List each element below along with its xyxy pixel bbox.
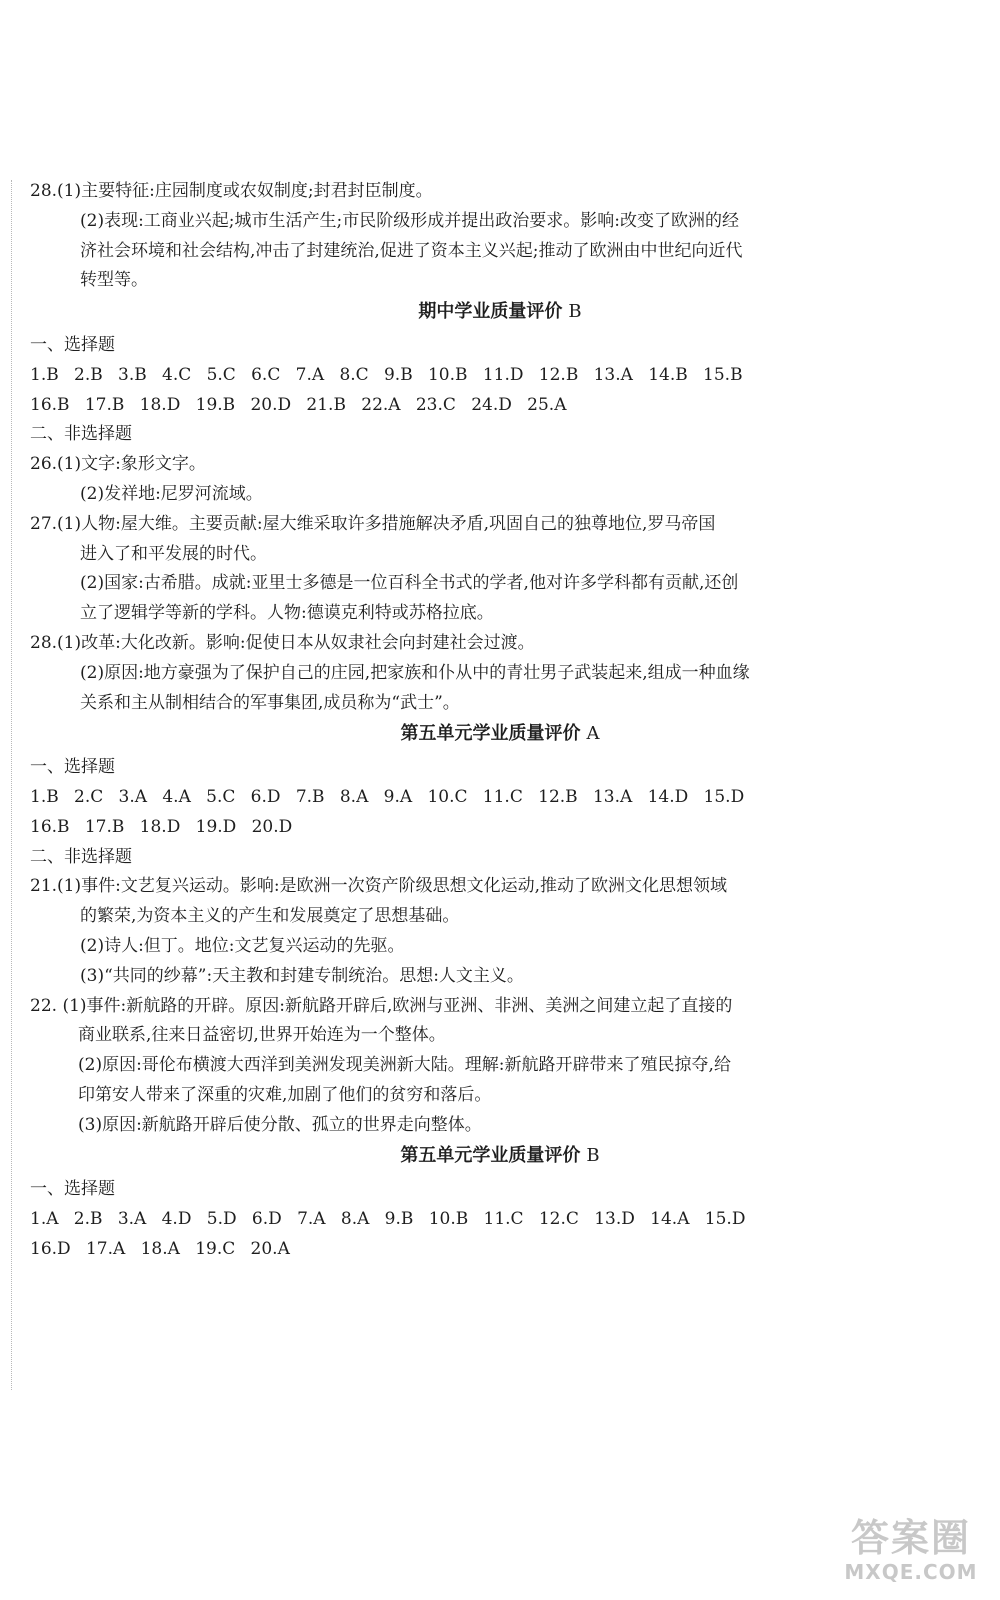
answer-item: 10.B	[428, 1209, 469, 1230]
answer-item: 5.D	[206, 1209, 237, 1230]
watermark-domain: MXQE.COM	[844, 1560, 978, 1584]
text-line: 济社会环境和社会结构,冲击了封建统治,促进了资本主义兴起;推动了欧洲由中世纪向近代	[80, 240, 743, 261]
text-line: 26.(1)文字:象形文字。	[30, 454, 206, 475]
text-line: 一、选择题	[30, 757, 115, 778]
answer-item: 18.A	[140, 1239, 180, 1259]
answer-key-row	[30, 1206, 761, 1232]
text-line: 27.(1)人物:屋大维。主要贡献:屋大维采取许多措施解决矛盾,巩固自己的独尊地位,罗马帝国	[30, 513, 716, 534]
answer-item: 17.B	[84, 394, 125, 415]
answer-item: 14.B	[648, 364, 688, 385]
answer-item: 16.B	[30, 394, 70, 415]
answer-item: 11.C	[482, 787, 523, 807]
text-line: 一、选择题	[30, 1179, 115, 1200]
text-line: (2)表现:工商业兴起;城市生活产生;市民阶级形成并提出政治要求。影响:改变了欧洲的经	[80, 210, 739, 231]
answer-item: 9.B	[384, 1209, 414, 1230]
binding-margin-line	[11, 180, 12, 1390]
watermark-logo-text: 答案圈	[850, 1516, 971, 1560]
section-heading	[0, 720, 1000, 748]
answer-key-row	[30, 1236, 305, 1262]
answer-item: 13.D	[594, 1209, 635, 1230]
answer-item: 6.D	[251, 1209, 282, 1230]
answer-item: 3.A	[117, 1209, 147, 1230]
section-heading-title: 第五单元学业质量评价	[400, 722, 581, 744]
answer-item: 13.A	[593, 364, 633, 385]
answer-item: 20.D	[250, 394, 292, 415]
answer-item: 5.C	[206, 364, 236, 385]
answer-item: 19.B	[195, 394, 236, 415]
text-line: 的繁荣,为资本主义的产生和发展奠定了思想基础。	[80, 906, 460, 927]
answer-item: 8.A	[340, 1209, 370, 1230]
site-watermark	[836, 1516, 986, 1592]
answer-key-row	[30, 814, 308, 840]
text-line: 28.(1)改革:大化改新。影响:促使日本从奴隶社会向封建社会过渡。	[30, 633, 535, 653]
answer-item: 1.B	[30, 787, 59, 807]
answer-item: 8.C	[339, 364, 369, 385]
text-line: (2)原因:地方豪强为了保护自己的庄园,把家族和仆从中的青壮男子武装起来,组成一种血缘	[80, 662, 750, 683]
answer-item: 13.A	[592, 787, 633, 807]
answer-item: 7.B	[295, 787, 325, 807]
answer-item: 8.A	[339, 787, 369, 807]
answer-item: 12.B	[538, 787, 578, 807]
text-line: (2)诗人:但丁。地位:文艺复兴运动的先驱。	[80, 936, 405, 956]
answer-item: 2.B	[73, 1209, 103, 1230]
answer-item: 21.B	[306, 394, 346, 415]
answer-item: 18.D	[139, 816, 181, 837]
answer-item: 2.C	[74, 787, 104, 807]
answer-item: 11.D	[482, 364, 524, 385]
answer-item: 4.A	[162, 787, 191, 807]
answer-key-row	[30, 362, 758, 388]
answer-item: 4.D	[161, 1209, 192, 1230]
answer-item: 1.A	[30, 1209, 59, 1230]
answer-item: 9.A	[383, 787, 413, 807]
section-heading-version: B	[586, 1145, 600, 1167]
text-line: (2)发祥地:尼罗河流域。	[80, 484, 263, 504]
text-line: 进入了和平发展的时代。	[80, 543, 267, 564]
answer-item: 6.C	[251, 364, 281, 385]
text-line: 28.(1)主要特征:庄园制度或农奴制度;封君封臣制度。	[30, 181, 433, 201]
answer-item: 16.B	[30, 816, 70, 837]
answer-item: 12.C	[538, 1209, 579, 1230]
answer-item: 12.B	[538, 364, 579, 385]
answer-item: 16.D	[30, 1239, 71, 1259]
answer-item: 10.C	[427, 787, 468, 807]
answer-item: 4.C	[162, 364, 192, 385]
text-line: 转型等。	[80, 270, 148, 291]
answer-key-row	[30, 392, 582, 418]
answer-item: 20.A	[250, 1239, 290, 1259]
text-line: 一、选择题	[30, 335, 115, 355]
answer-item: 6.D	[250, 787, 281, 807]
answer-item: 15.B	[703, 364, 743, 385]
text-line: (3)“共同的纱幕”:天主教和封建专制统治。思想:人文主义。	[80, 965, 524, 986]
text-line: 22. (1)事件:新航路的开辟。原因:新航路开辟后,欧洲与亚洲、非洲、美洲之间建立起了直接的	[30, 995, 733, 1016]
answer-item: 7.A	[297, 1209, 326, 1230]
answer-item: 9.B	[383, 364, 413, 385]
text-line: (2)原因:哥伦布横渡大西洋到美洲发现美洲新大陆。理解:新航路开辟带来了殖民掠夺,给	[78, 1055, 731, 1076]
text-line: 二、非选择题	[30, 424, 132, 445]
answer-item: 3.B	[118, 364, 147, 385]
answer-item: 10.B	[427, 364, 468, 385]
answer-item: 15.D	[703, 787, 745, 807]
text-line: 印第安人带来了深重的灾难,加剧了他们的贫穷和落后。	[78, 1085, 492, 1105]
text-line: 商业联系,往来日益密切,世界开始连为一个整体。	[78, 1025, 446, 1046]
section-heading	[0, 1142, 1000, 1170]
answer-item: 18.D	[139, 394, 181, 415]
text-line: 21.(1)事件:文艺复兴运动。影响:是欧洲一次资产阶级思想文化运动,推动了欧洲文化思想领域	[30, 876, 727, 897]
answer-item: 22.A	[361, 394, 401, 415]
text-line: (3)原因:新航路开辟后使分散、孤立的世界走向整体。	[78, 1114, 482, 1135]
section-heading-title: 第五单元学业质量评价	[400, 1145, 581, 1167]
answer-item: 17.A	[85, 1239, 126, 1259]
answer-item: 25.A	[527, 394, 567, 415]
answer-item: 5.C	[206, 787, 236, 807]
answer-item: 1.B	[30, 364, 59, 385]
answer-item: 11.C	[483, 1209, 524, 1230]
answer-item: 17.B	[84, 816, 125, 837]
text-line: 关系和主从制相结合的军事集团,成员称为“武士”。	[80, 692, 460, 713]
answer-item: 24.D	[471, 394, 512, 415]
answer-item: 19.C	[195, 1239, 236, 1259]
answer-item: 15.D	[704, 1209, 746, 1230]
answer-item: 14.D	[647, 787, 689, 807]
answer-item: 14.A	[650, 1209, 690, 1230]
answer-item: 3.A	[118, 787, 148, 807]
text-line: 二、非选择题	[30, 846, 132, 867]
text-line: 立了逻辑学等新的学科。人物:德谟克利特或苏格拉底。	[80, 603, 494, 624]
section-heading	[0, 298, 1000, 326]
text-line: (2)国家:古希腊。成就:亚里士多德是一位百科全书式的学者,他对许多学科都有贡献,还创	[80, 573, 739, 594]
answer-item: 2.B	[74, 364, 103, 385]
answer-key-row	[30, 784, 760, 810]
answer-item: 23.C	[415, 394, 456, 415]
answer-item: 20.D	[251, 816, 293, 837]
section-heading-version: B	[568, 300, 582, 322]
answer-item: 19.D	[195, 816, 237, 837]
section-heading-title: 期中学业质量评价	[418, 300, 563, 322]
answer-item: 7.A	[295, 364, 325, 385]
section-heading-version: A	[586, 722, 600, 744]
